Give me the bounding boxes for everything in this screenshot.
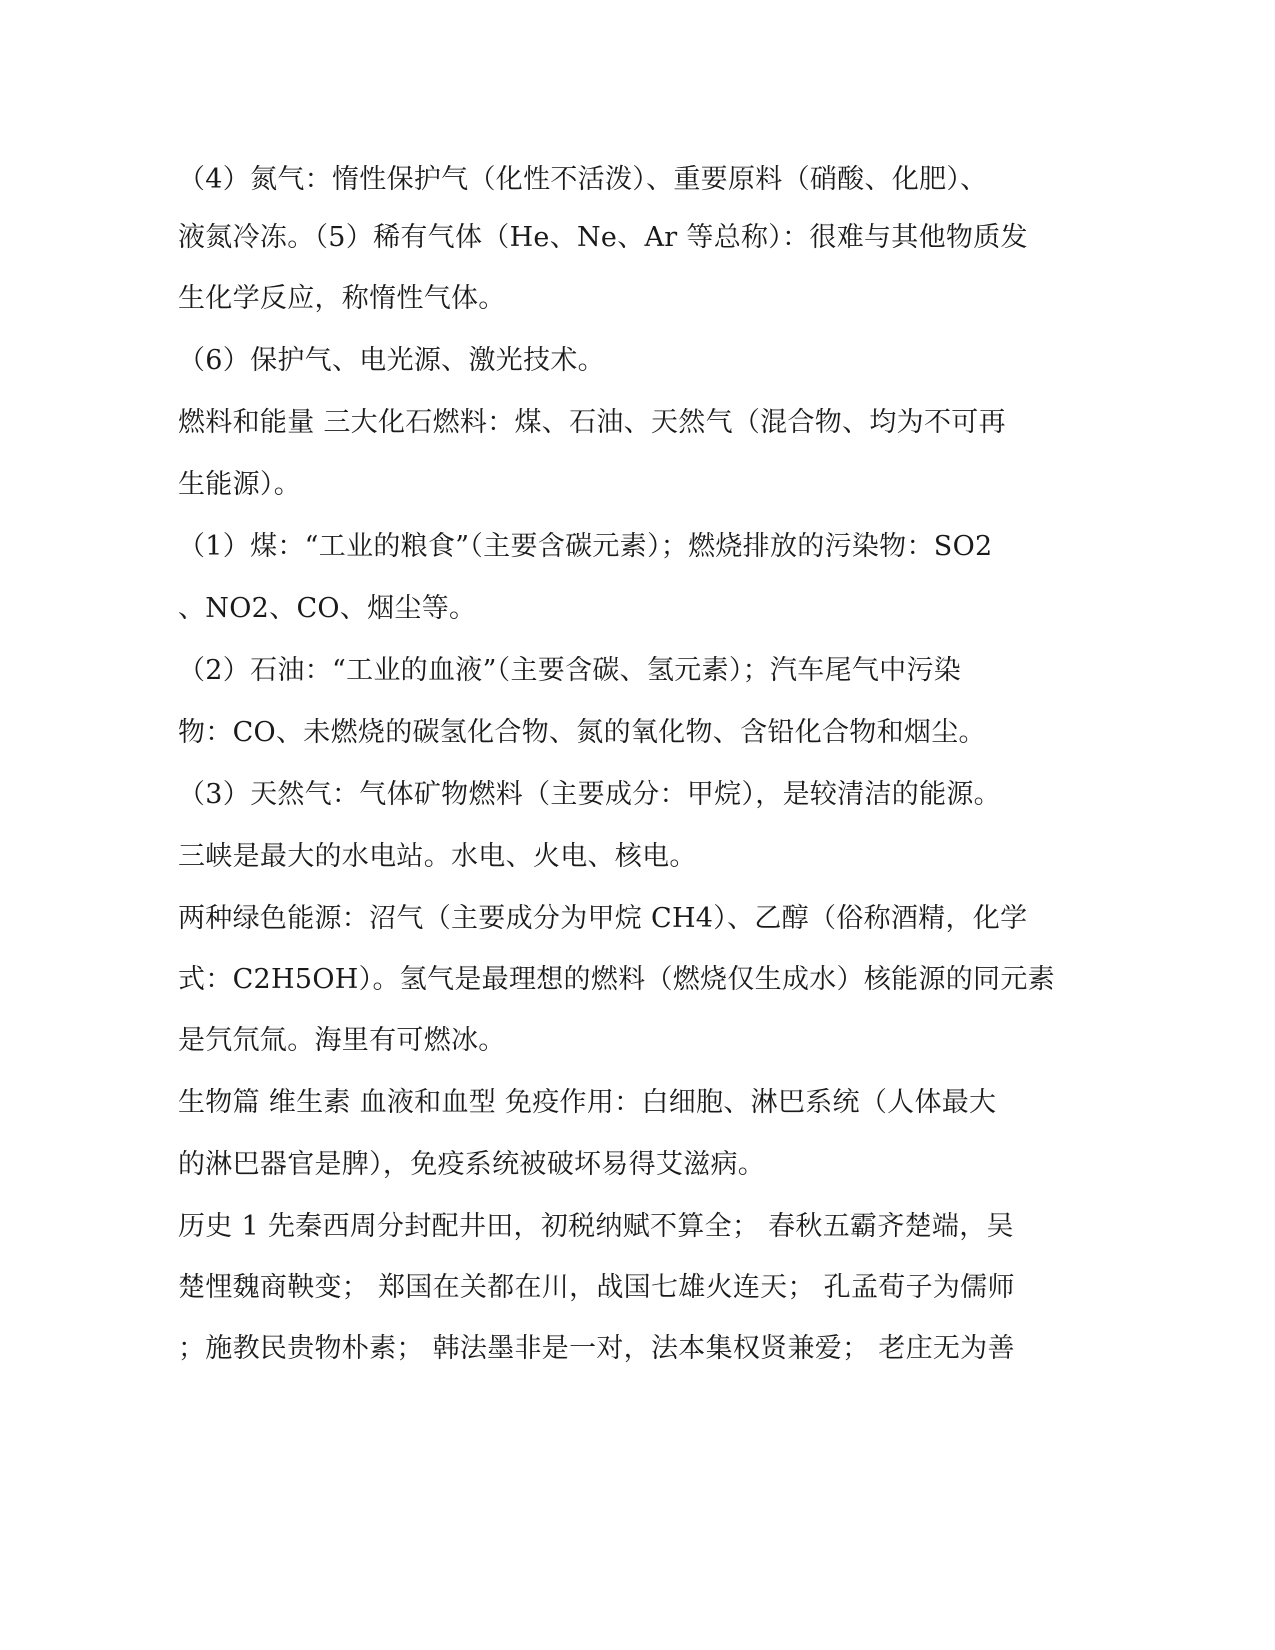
text-line: 是氕氘氚。海里有可燃冰。 [178, 1025, 506, 1056]
text-line: 、NO2、CO、烟尘等。 [178, 593, 477, 624]
text-line: （4）氮气：惰性保护气（化性不活泼）、重要原料（硝酸、化肥）、 [178, 164, 988, 195]
text-line: 生化学反应，称惰性气体。 [178, 283, 506, 314]
text-line: 三峡是最大的水电站。水电、火电、核电。 [178, 841, 697, 872]
text-line: ；施教民贵物朴素； 韩法墨非是一对，法本集权贤兼爱； 老庄无为善 [178, 1333, 1015, 1364]
text-line: （1）煤：“工业的粮食”（主要含碳元素）；燃烧排放的污染物：SO2 [178, 531, 993, 562]
text-line: （3）天然气：气体矿物燃料（主要成分：甲烷），是较清洁的能源。 [178, 779, 1001, 810]
text-line: 的淋巴器官是脾），免疫系统被破坏易得艾滋病。 [178, 1149, 766, 1180]
text-line: 生能源）。 [178, 469, 301, 500]
text-line: 液氮冷冻。（5）稀有气体（He、Ne、Ar 等总称）：很难与其他物质发 [178, 222, 1028, 253]
text-line: （6）保护气、电光源、激光技术。 [178, 345, 605, 376]
text-line: （2）石油：“工业的血液”（主要含碳、氢元素）；汽车尾气中污染 [178, 655, 962, 686]
text-line: 燃料和能量 三大化石燃料：煤、石油、天然气（混合物、均为不可再 [178, 407, 1006, 438]
text-line: 两种绿色能源：沼气（主要成分为甲烷 CH4）、乙醇（俗称酒精，化学 [178, 903, 1028, 934]
text-line: 生物篇 维生素 血液和血型 免疫作用：白细胞、淋巴系统（人体最大 [178, 1087, 997, 1118]
text-line: 式：C2H5OH）。氢气是最理想的燃料（燃烧仅生成水）核能源的同元素 [178, 964, 1055, 995]
text-line: 楚悝魏商鞅变； 郑国在关都在川，战国七雄火连天； 孔孟荀子为儒师 [178, 1272, 1015, 1303]
text-line: 物：CO、未燃烧的碳氢化合物、氮的氧化物、含铅化合物和烟尘。 [178, 717, 986, 748]
text-line: 历史 1 先秦西周分封配井田，初税纳赋不算全； 春秋五霸齐楚端，吴 [178, 1211, 1014, 1242]
